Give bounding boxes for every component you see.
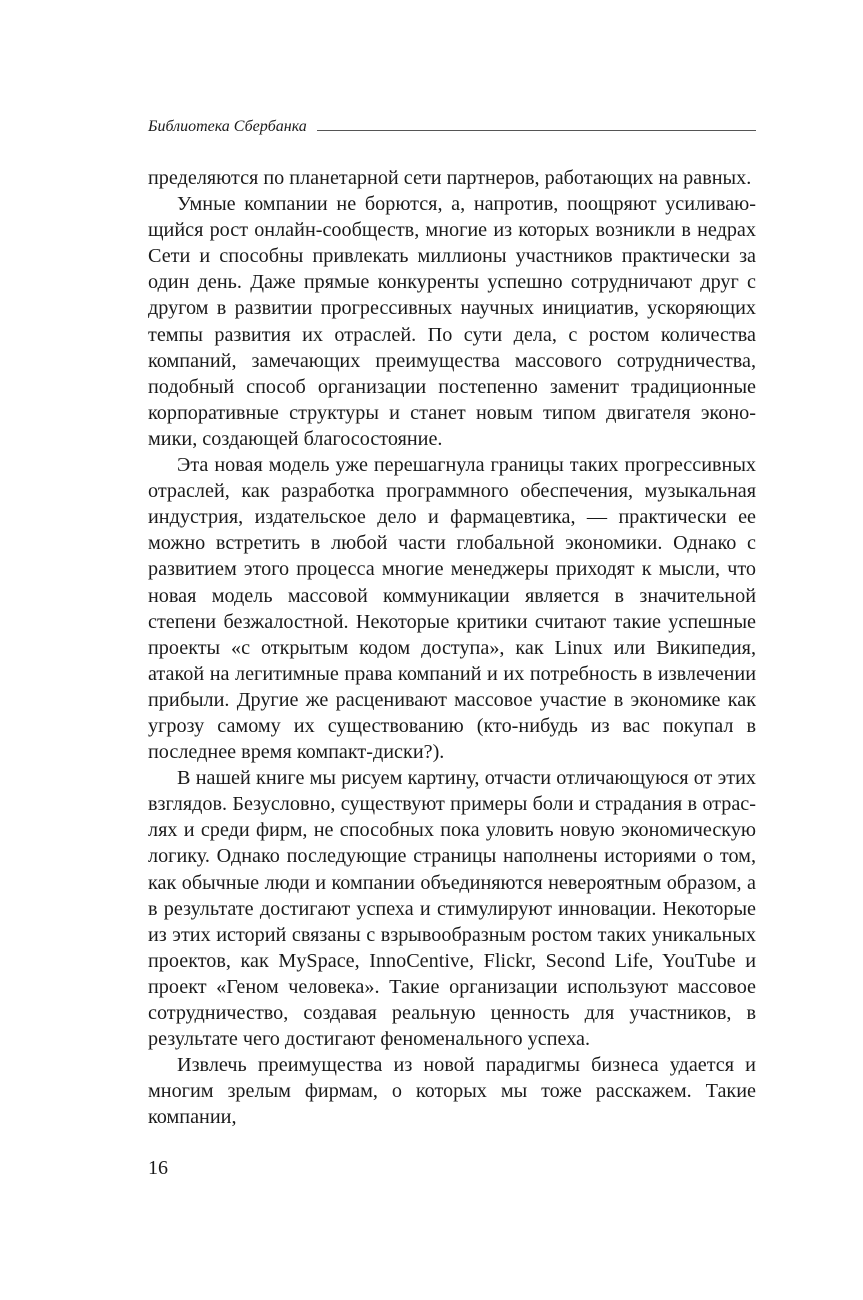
paragraph-continued: пределяются по планетарной сети партнеров, работающих на равных. xyxy=(148,167,752,189)
header-rule xyxy=(317,130,756,131)
paragraph: В нашей книге мы рисуем картину, отчасти отличающуюся от этих взглядов. Безусловно, существуют примеры боли и страдания в отраслях и среди фирм, не способных пока уловить новую экономическую логику. Однако последующие страницы наполнены историями о том, как обычные люди и компании объединяются невероятным образом, а в результате достигают успеха и стимулируют инновации. Некоторые из этих историй связаны с взрывообразным ростом таких уникальных проектов, как MySpace, InnoCentive, Flickr, Second Life, YouTube и проект «Геном человека». Такие организации используют массовое сотрудничество, создавая реальную ценность для участников, в результате чего достигают феноменального успеха. xyxy=(148,767,756,1051)
running-title: Библиотека Сбербанка xyxy=(148,118,307,135)
running-header xyxy=(148,110,756,144)
paragraph: Умные компании не борются, а, напротив, поощряют усиливающийся рост онлайн-сообществ, многие из которых возникли в недрах Сети и способны привлекать миллионы участников практически за один день. Даже прямые конкуренты успешно сотрудничают друг с другом в развитии прогрессивных научных инициатив, ускоряющих темпы развития их отраслей. По сути дела, с ростом количества компаний, замечающих преимущества массового сотрудничества, подобный способ организации постепенно заменит традиционные корпоративные структуры и станет новым типом двигателя экономики, создающей благосостояние. xyxy=(148,193,756,450)
page-content xyxy=(148,110,756,1130)
body-text xyxy=(148,165,756,1130)
paragraph: Эта новая модель уже перешагнула границы таких прогрессивных отраслей, как разработка программного обеспечения, музыкальная индустрия, издательское дело и фармацевтика, — практически ее можно встретить в любой части глобальной экономики. Однако с развитием этого процесса многие менеджеры приходят к мысли, что новая модель массовой коммуникации является в значительной степени безжалостной. Некоторые критики считают такие успешные проекты «с открытым кодом доступа», как Linux или Википедия, атакой на легитимные права компаний и их потребность в извлечении прибыли. Другие же расценивают массовое участие в экономике как угрозу самому их существованию (кто-нибудь из вас покупал в последнее время компакт-диски?). xyxy=(148,454,756,764)
paragraph: Извлечь преимущества из новой парадигмы бизнеса удается и многим зрелым фирмам, о которых мы тоже расскажем. Такие компании, xyxy=(148,1054,756,1129)
page-number: 16 xyxy=(148,1157,168,1179)
